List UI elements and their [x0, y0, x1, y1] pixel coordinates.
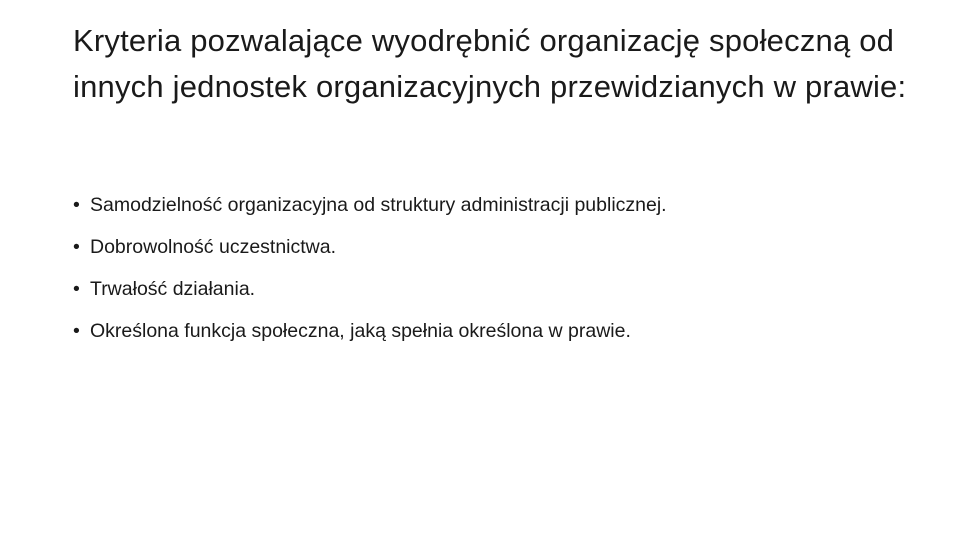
bullet-icon: • [73, 236, 80, 258]
list-item-text: Samodzielność organizacyjna od struktury administracji publicznej. [90, 194, 667, 216]
list-item-text: Trwałość działania. [90, 278, 256, 300]
bullet-icon: • [73, 278, 80, 300]
list-item-text: Dobrowolność uczestnictwa. [90, 236, 337, 258]
bullet-list [73, 184, 933, 352]
list-item [73, 268, 933, 310]
bullet-icon: • [73, 320, 80, 342]
list-item [73, 226, 933, 268]
list-item [73, 310, 933, 352]
list-item [73, 184, 933, 226]
slide-title: Kryteria pozwalające wyodrębnić organizację społeczną od innych jednostek organizacyjnych przewidzianych w prawie: [73, 23, 907, 104]
bullet-icon: • [73, 194, 80, 216]
list-item-text: Określona funkcja społeczna, jaką spełnia określona w prawie. [90, 320, 631, 342]
